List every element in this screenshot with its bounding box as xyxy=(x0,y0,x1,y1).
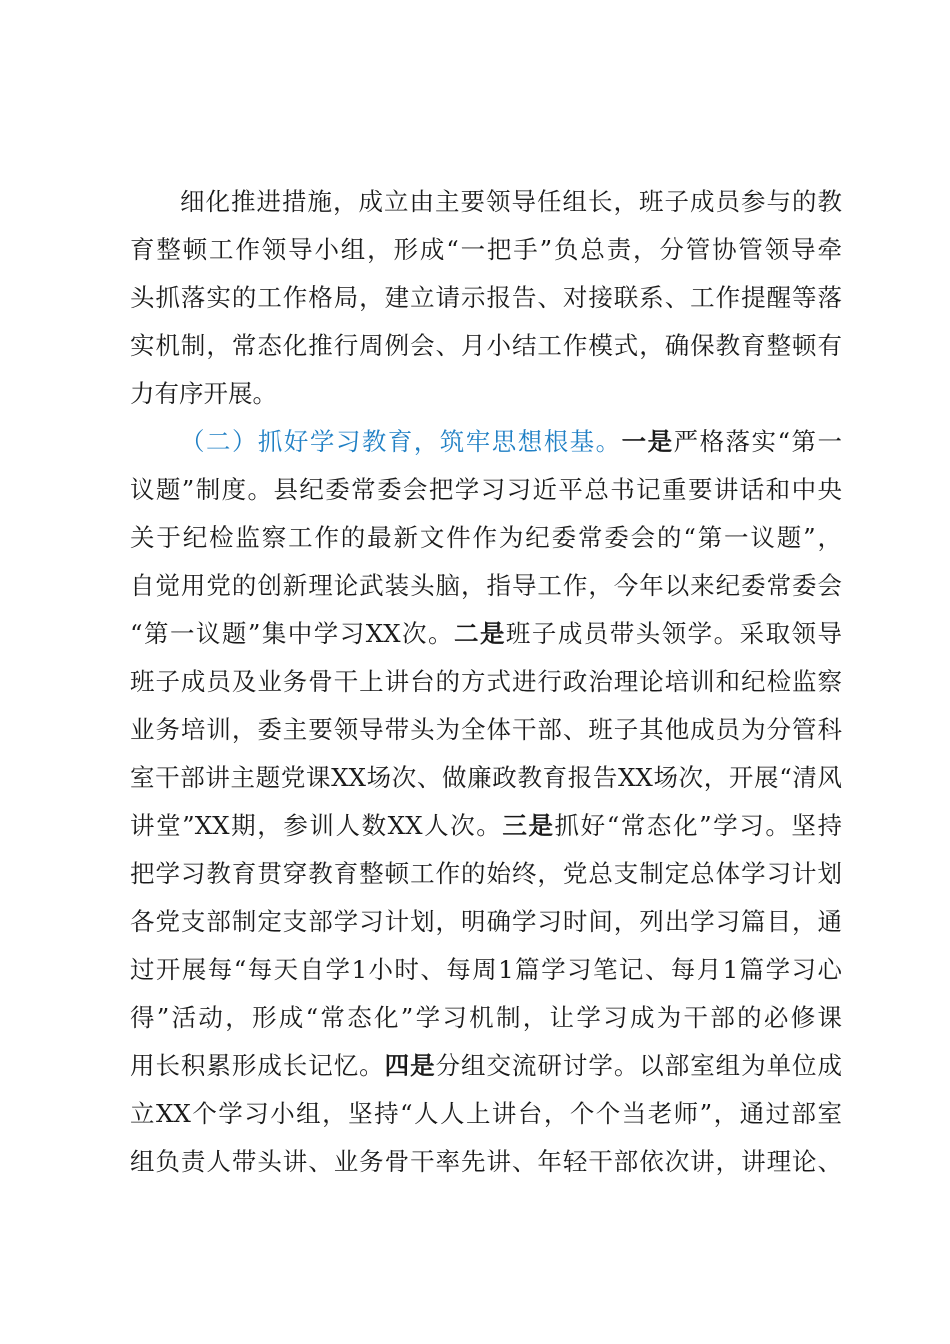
paragraph-line: 业务培训，委主要领导带头为全体干部、班子其他成员为分管科 xyxy=(130,715,842,744)
body-text: 用长积累形成长记忆。 xyxy=(130,1051,385,1080)
body-text: 严格落实“第一 xyxy=(673,427,843,456)
paragraph-line: 立XX个学习小组，坚持“人人上讲台，个个当老师”，通过部室 xyxy=(130,1099,842,1128)
paragraph-line: 力有序开展。 xyxy=(130,379,277,408)
paragraph-line: 头抓落实的工作格局，建立请示报告、对接联系、工作提醒等落 xyxy=(130,283,842,312)
paragraph-line: 自觉用党的创新理论武装头脑，指导工作，今年以来纪委常委会 xyxy=(130,571,842,600)
paragraph-line: 议题”制度。县纪委常委会把学习习近平总书记重要讲话和中央 xyxy=(130,475,842,504)
paragraph-line: 班子成员及业务骨干上讲台的方式进行政治理论培训和纪检监察 xyxy=(130,667,842,696)
body-text: “第一议题”集中学习XX次。 xyxy=(130,619,454,648)
paragraph-line: 关于纪检监察工作的最新文件作为纪委常委会的“第一议题”， xyxy=(130,523,842,552)
paragraph-line: 实机制，常态化推行周例会、月小结工作模式，确保教育整顿有 xyxy=(130,331,842,360)
paragraph-line xyxy=(130,806,842,846)
paragraph-line: 得”活动，形成“常态化”学习机制，让学习成为干部的必修课 xyxy=(130,1003,842,1032)
emphasis-text: 一是 xyxy=(621,427,674,456)
body-text: 抓好“常态化”学习。坚持 xyxy=(554,811,843,840)
emphasis-text: 三是 xyxy=(502,811,555,840)
paragraph-line: 把学习教育贯穿教育整顿工作的始终，党总支制定总体学习计划 xyxy=(130,859,842,888)
paragraph-line: 组负责人带头讲、业务骨干率先讲、年轻干部依次讲，讲理论、 xyxy=(130,1147,842,1176)
paragraph-line xyxy=(180,422,842,462)
paragraph-line: 过开展每“每天自学1小时、每周1篇学习笔记、每月1篇学习心 xyxy=(130,955,842,984)
paragraph-line xyxy=(130,1046,842,1086)
body-text: 分组交流研讨学。以部室组为单位成 xyxy=(435,1051,843,1080)
paragraph-line: 育整顿工作领导小组，形成“一把手”负总责，分管协管领导牵 xyxy=(130,235,842,264)
paragraph-line: 室干部讲主题党课XX场次、做廉政教育报告XX场次，开展“清风 xyxy=(130,763,842,792)
section-heading: （二）抓好学习教育，筑牢思想根基。 xyxy=(180,427,622,456)
emphasis-text: 二是 xyxy=(453,619,506,648)
body-text: 班子成员带头领学。采取领导 xyxy=(505,619,843,648)
emphasis-text: 四是 xyxy=(384,1051,436,1080)
paragraph-line: 各党支部制定支部学习计划，明确学习时间，列出学习篇目，通 xyxy=(130,907,842,936)
paragraph-line xyxy=(130,614,842,654)
paragraph-line: 细化推进措施，成立由主要领导任组长，班子成员参与的教 xyxy=(180,187,842,216)
body-text: 讲堂”XX期，参训人数XX人次。 xyxy=(130,811,503,840)
